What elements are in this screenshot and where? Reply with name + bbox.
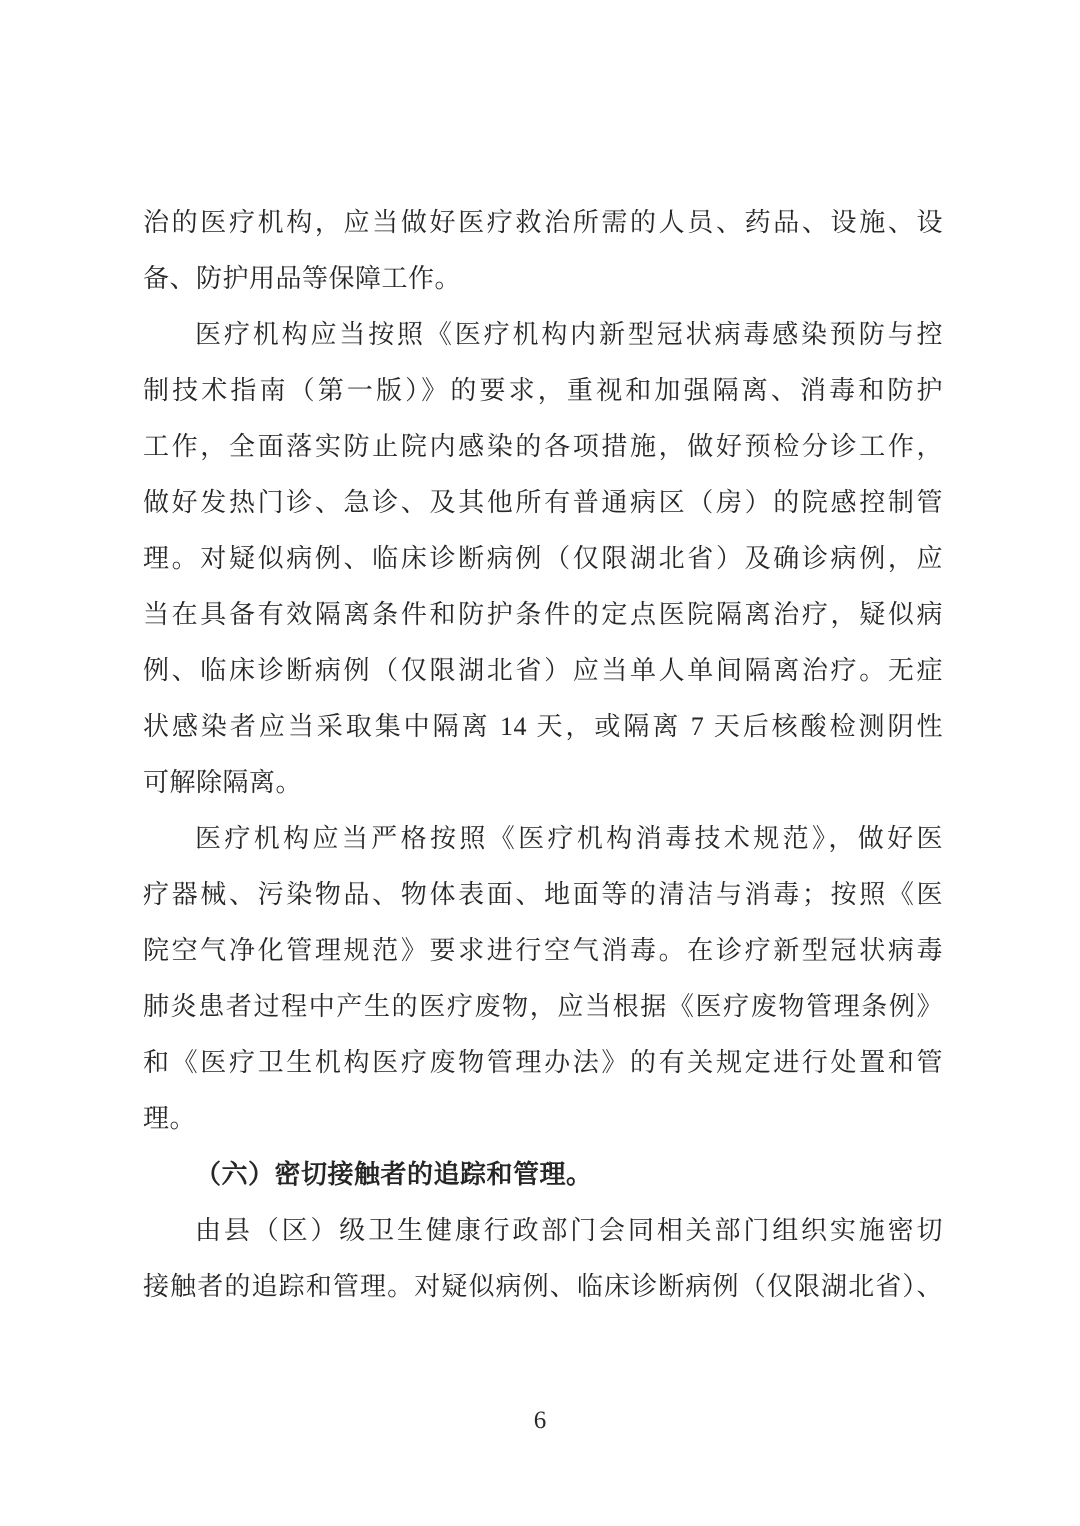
text-line: 理。	[143, 1104, 197, 1133]
text-line: 由县（区）级卫生健康行政部门会同相关部门组织实施密切	[195, 1216, 943, 1245]
section-heading: （六）密切接触者的追踪和管理。	[195, 1160, 593, 1189]
text-line: 例、临床诊断病例（仅限湖北省）应当单人单间隔离治疗。无症	[143, 656, 943, 685]
text-line: 院空气净化管理规范》要求进行空气消毒。在诊疗新型冠状病毒	[143, 936, 943, 965]
text-line: 肺炎患者过程中产生的医疗废物，应当根据《医疗废物管理条例》	[143, 992, 943, 1021]
text-line: 和《医疗卫生机构医疗废物管理办法》的有关规定进行处置和管	[143, 1048, 943, 1077]
page-number: 6	[533, 1407, 547, 1434]
text-line: 疗器械、污染物品、物体表面、地面等的清洁与消毒；按照《医	[143, 880, 943, 909]
text-line: 当在具备有效隔离条件和防护条件的定点医院隔离治疗，疑似病	[143, 600, 943, 629]
text-line: 医疗机构应当严格按照《医疗机构消毒技术规范》，做好医	[195, 824, 943, 853]
text-line: 接触者的追踪和管理。对疑似病例、临床诊断病例（仅限湖北省）、	[143, 1272, 943, 1301]
text-block	[143, 195, 943, 1315]
text-line: 理。对疑似病例、临床诊断病例（仅限湖北省）及确诊病例，应	[143, 544, 943, 573]
text-line: 工作，全面落实防止院内感染的各项措施，做好预检分诊工作，	[143, 432, 943, 461]
text-line: 做好发热门诊、急诊、及其他所有普通病区（房）的院感控制管	[143, 488, 943, 517]
text-line: 治的医疗机构，应当做好医疗救治所需的人员、药品、设施、设	[143, 208, 943, 237]
text-line: 状感染者应当采取集中隔离 14 天，或隔离 7 天后核酸检测阴性	[143, 712, 943, 741]
text-line: 可解除隔离。	[143, 768, 303, 797]
text-line: 备、防护用品等保障工作。	[143, 264, 462, 293]
text-line: 制技术指南（第一版）》的要求，重视和加强隔离、消毒和防护	[143, 376, 943, 405]
text-line: 医疗机构应当按照《医疗机构内新型冠状病毒感染预防与控	[195, 320, 943, 349]
